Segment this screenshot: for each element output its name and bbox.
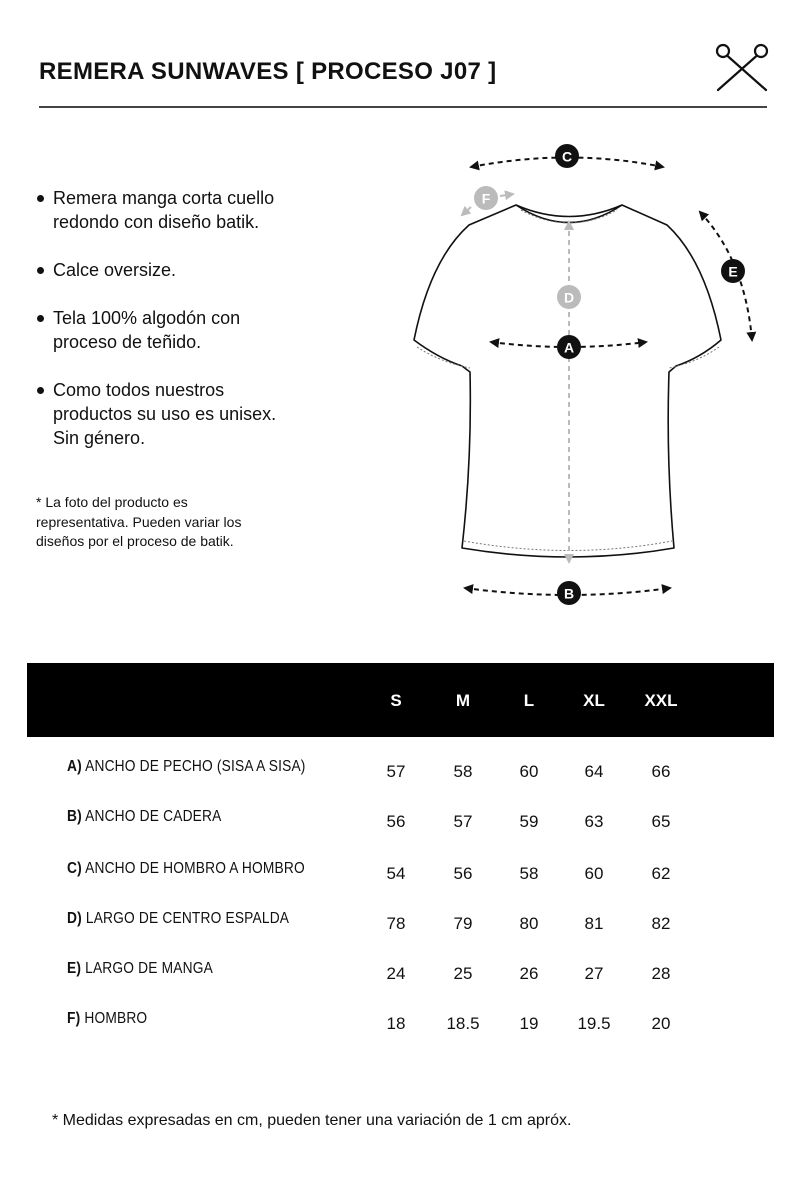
row-name: LARGO DE CENTRO ESPALDA bbox=[85, 910, 290, 927]
feature-item bbox=[36, 186, 366, 234]
product-note bbox=[36, 493, 326, 552]
size-header-xxl: XXL bbox=[644, 691, 678, 710]
marker-d bbox=[557, 285, 581, 309]
table-cell: 63 bbox=[584, 812, 604, 831]
table-cell: 27 bbox=[584, 964, 604, 983]
marker-a-label: A bbox=[563, 339, 575, 356]
row-name: ANCHO DE CADERA bbox=[85, 808, 222, 825]
row-name: ANCHO DE PECHO (SISA A SISA) bbox=[85, 758, 306, 775]
table-cell: 26 bbox=[519, 964, 539, 983]
feature-item bbox=[36, 378, 366, 450]
tshirt-outline bbox=[414, 205, 721, 557]
marker-e bbox=[721, 259, 745, 283]
table-cell: 20 bbox=[651, 1014, 671, 1033]
table-cell: 60 bbox=[519, 762, 539, 781]
marker-f-label: F bbox=[481, 190, 491, 207]
row-key: E) bbox=[67, 960, 82, 977]
table-cell: 57 bbox=[386, 762, 406, 781]
row-name: HOMBRO bbox=[84, 1010, 148, 1027]
table-cell: 80 bbox=[519, 914, 539, 933]
feature-list bbox=[36, 186, 366, 474]
table-cell: 62 bbox=[651, 864, 671, 883]
table-cell: 56 bbox=[453, 864, 473, 883]
size-header-xl: XL bbox=[583, 691, 605, 710]
row-label bbox=[67, 1010, 147, 1028]
measurement-footnote: * Medidas expresadas en cm, pueden tener una variación de 1 cm apróx. bbox=[52, 1112, 572, 1129]
table-row bbox=[27, 960, 774, 1010]
size-table bbox=[27, 663, 774, 1060]
feature-line: Tela 100% algodón con bbox=[53, 308, 241, 328]
table-row bbox=[27, 860, 774, 910]
marker-c-label: C bbox=[561, 148, 573, 165]
table-cell: 54 bbox=[386, 864, 406, 883]
table-cell: 57 bbox=[453, 812, 473, 831]
table-cell: 82 bbox=[651, 914, 671, 933]
feature-line: Como todos nuestros bbox=[53, 380, 225, 400]
table-cell: 58 bbox=[519, 864, 539, 883]
table-cell: 18.5 bbox=[446, 1014, 480, 1033]
row-key: A) bbox=[67, 758, 82, 775]
row-key: C) bbox=[67, 860, 82, 877]
measure-f-line-right bbox=[500, 194, 513, 196]
feature-line: redondo con diseño batik. bbox=[53, 212, 260, 232]
size-header-m: M bbox=[455, 691, 471, 710]
table-cell: 19 bbox=[519, 1014, 539, 1033]
title-divider bbox=[39, 106, 767, 108]
feature-line: productos su uso es unisex. bbox=[53, 404, 277, 424]
tshirt-measurement-diagram bbox=[400, 130, 780, 620]
feature-item bbox=[36, 306, 366, 354]
marker-f bbox=[474, 186, 498, 210]
note-line: diseños por el proceso de batik. bbox=[36, 533, 234, 549]
feature-line: Remera manga corta cuello bbox=[53, 188, 275, 208]
table-cell: 25 bbox=[453, 964, 473, 983]
measure-f-line-left bbox=[462, 207, 471, 215]
feature-line: proceso de teñido. bbox=[53, 332, 202, 352]
marker-c bbox=[555, 144, 579, 168]
marker-b-label: B bbox=[563, 585, 575, 602]
table-cell: 60 bbox=[584, 864, 604, 883]
table-cell: 24 bbox=[386, 964, 406, 983]
row-label bbox=[67, 808, 221, 826]
row-key: F) bbox=[67, 1010, 81, 1027]
feature-line: Sin género. bbox=[53, 428, 146, 448]
table-row bbox=[27, 910, 774, 960]
row-name: LARGO DE MANGA bbox=[85, 960, 213, 977]
row-name: ANCHO DE HOMBRO A HOMBRO bbox=[85, 860, 305, 877]
table-cell: 58 bbox=[453, 762, 473, 781]
table-cell: 81 bbox=[584, 914, 604, 933]
table-cell: 64 bbox=[584, 762, 604, 781]
row-label bbox=[67, 910, 289, 928]
table-row bbox=[27, 808, 774, 860]
page-title: REMERA SUNWAVES [ PROCESO J07 ] bbox=[39, 58, 497, 85]
table-cell: 19.5 bbox=[577, 1014, 611, 1033]
marker-d-label: D bbox=[563, 289, 575, 306]
marker-e-label: E bbox=[728, 263, 738, 280]
marker-b bbox=[557, 581, 581, 605]
row-key: D) bbox=[67, 910, 82, 927]
table-row bbox=[27, 1010, 774, 1060]
note-line: * La foto del producto es bbox=[36, 494, 188, 510]
marker-a bbox=[557, 335, 581, 359]
row-key: B) bbox=[67, 808, 82, 825]
size-table-header bbox=[27, 663, 774, 737]
table-row bbox=[27, 758, 774, 808]
row-label bbox=[67, 758, 306, 776]
size-header-s: S bbox=[390, 691, 402, 710]
feature-item bbox=[36, 258, 366, 282]
note-line: representativa. Pueden variar los bbox=[36, 513, 242, 530]
size-header-l: L bbox=[523, 691, 535, 710]
table-cell: 56 bbox=[386, 812, 406, 831]
table-cell: 59 bbox=[519, 812, 539, 831]
table-cell: 65 bbox=[651, 812, 671, 831]
row-label bbox=[67, 860, 305, 878]
feature-line: Calce oversize. bbox=[53, 260, 177, 280]
table-cell: 28 bbox=[651, 964, 671, 983]
table-cell: 66 bbox=[651, 762, 671, 781]
row-label bbox=[67, 960, 213, 978]
table-cell: 79 bbox=[453, 914, 473, 933]
table-cell: 18 bbox=[386, 1014, 406, 1033]
table-cell: 78 bbox=[386, 914, 406, 933]
scissors-icon bbox=[714, 40, 770, 92]
